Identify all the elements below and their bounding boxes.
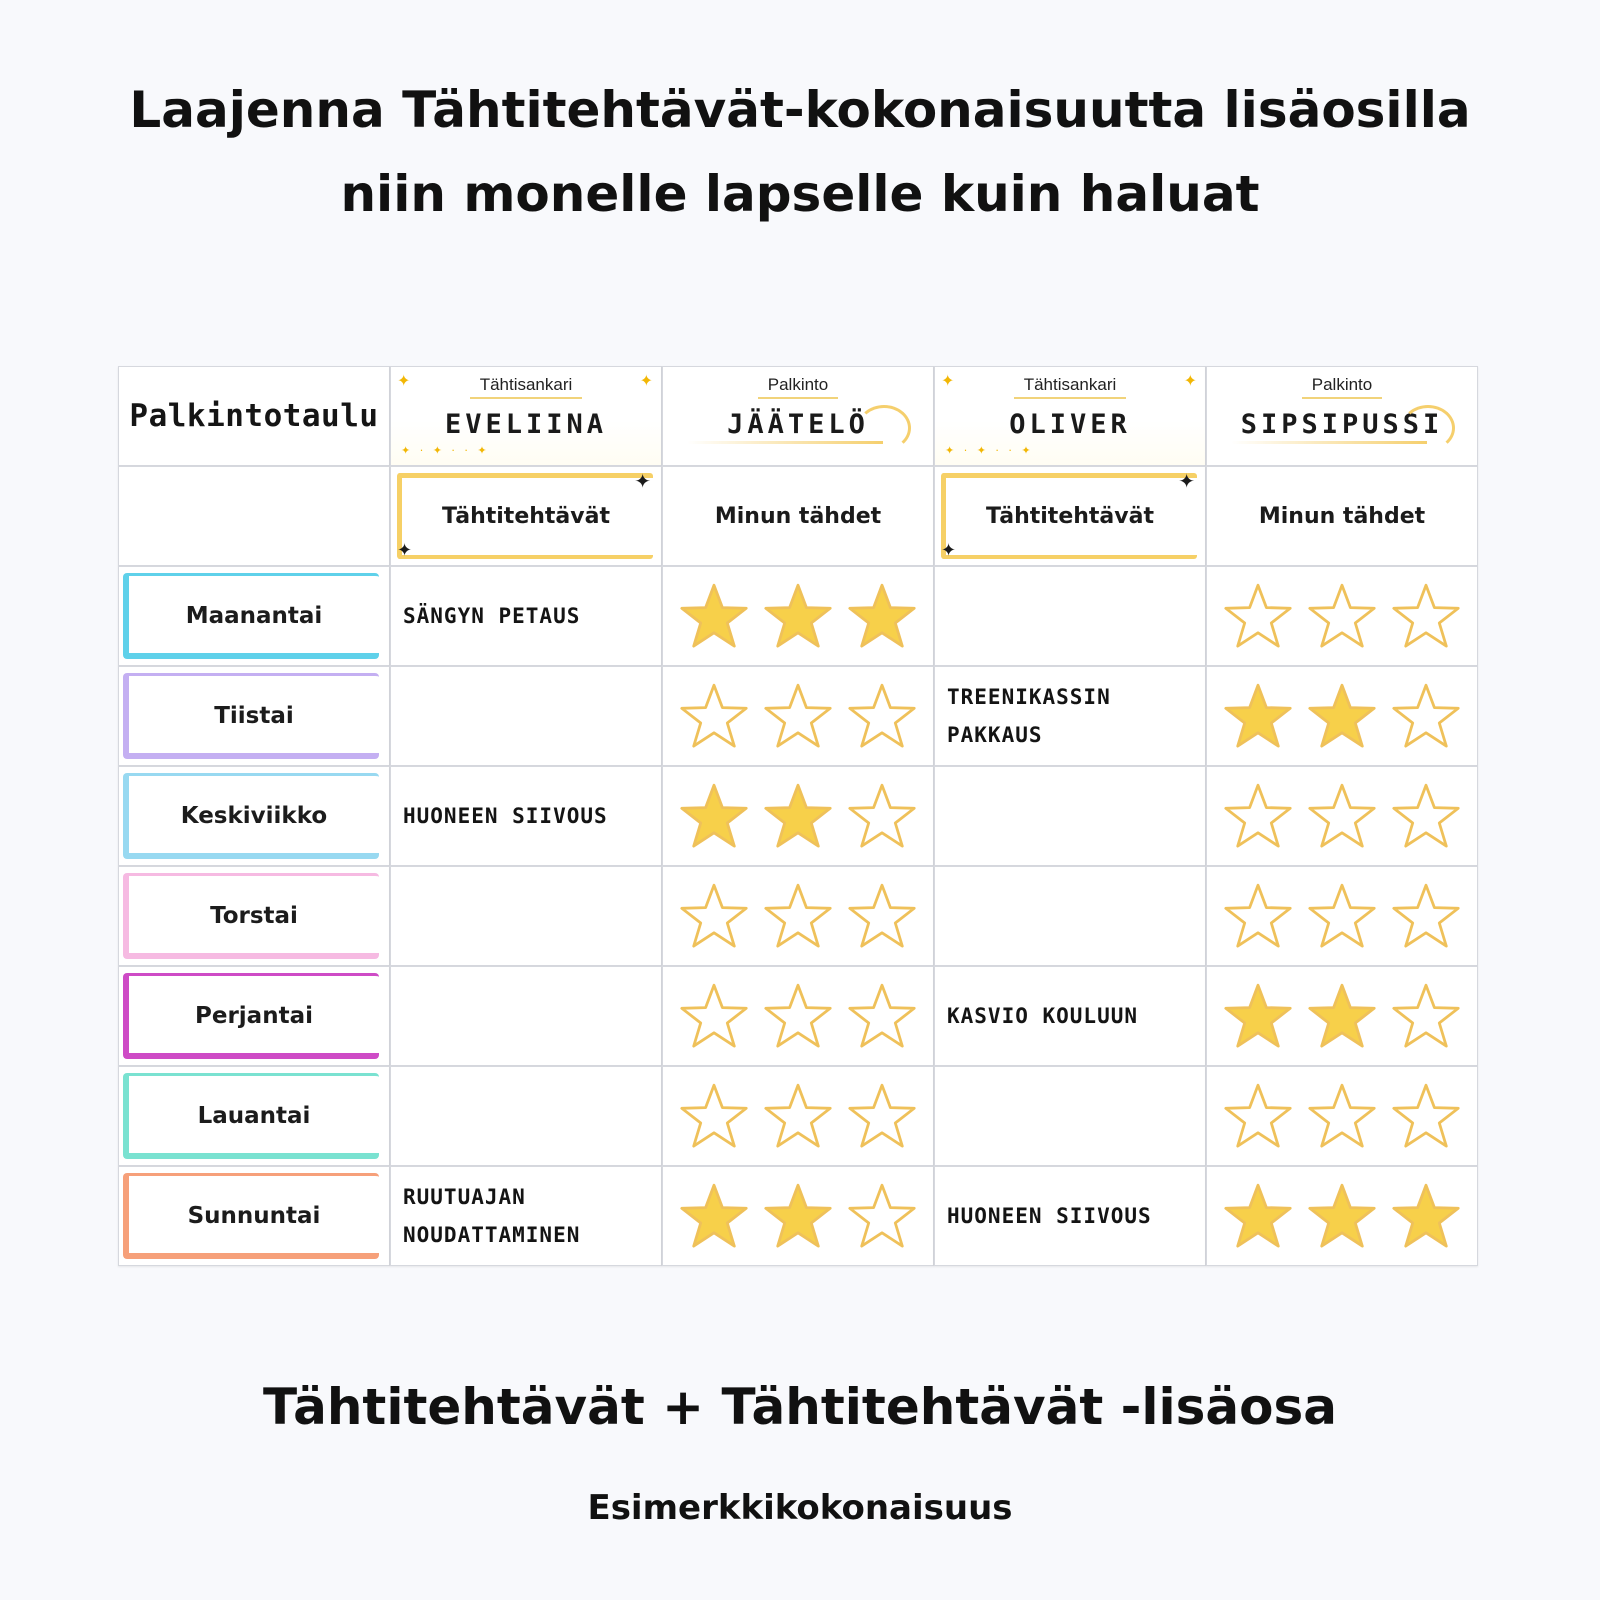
task-card-2 bbox=[934, 666, 1206, 766]
star-filled-icon bbox=[1307, 981, 1377, 1051]
blank-card bbox=[118, 466, 390, 566]
task-card-2 bbox=[934, 766, 1206, 866]
sparkle-icon: ✦ bbox=[1183, 371, 1197, 390]
task-card-1 bbox=[390, 566, 662, 666]
star-filled-icon bbox=[1223, 681, 1293, 751]
star-filled-icon bbox=[679, 1181, 749, 1251]
sparkle-icon: ✦ bbox=[397, 371, 411, 390]
footer-title: Tähtitehtävät + Tähtitehtävät -lisäosa bbox=[262, 1378, 1338, 1436]
task-card-1 bbox=[390, 766, 662, 866]
day-label: Keskiviikko bbox=[180, 803, 328, 829]
star-filled-icon bbox=[847, 581, 917, 651]
day-label: Sunnuntai bbox=[187, 1203, 321, 1229]
star-empty-icon bbox=[679, 1081, 749, 1151]
stars-card-2 bbox=[1206, 966, 1478, 1066]
reward-name: SIPSIPUSSI bbox=[1240, 409, 1444, 440]
reward-chart bbox=[118, 366, 1478, 1266]
hero-name: OLIVER bbox=[1009, 409, 1131, 440]
task-card-2 bbox=[934, 566, 1206, 666]
stars-header-card-1 bbox=[662, 466, 934, 566]
star-empty-icon bbox=[1307, 1081, 1377, 1151]
star-filled-icon bbox=[763, 781, 833, 851]
star-empty-icon bbox=[1391, 781, 1461, 851]
star-empty-icon bbox=[847, 1181, 917, 1251]
star-filled-icon bbox=[679, 781, 749, 851]
stars-card-2 bbox=[1206, 866, 1478, 966]
day-card bbox=[118, 766, 390, 866]
star-empty-icon bbox=[1307, 781, 1377, 851]
stars-card-2 bbox=[1206, 566, 1478, 666]
stars-card-1 bbox=[662, 766, 934, 866]
star-empty-icon bbox=[847, 781, 917, 851]
stars-card-1 bbox=[662, 566, 934, 666]
star-empty-icon bbox=[1391, 881, 1461, 951]
task-card-1 bbox=[390, 966, 662, 1066]
star-filled-icon bbox=[1223, 981, 1293, 1051]
task-card-2 bbox=[934, 966, 1206, 1066]
star-empty-icon bbox=[1391, 981, 1461, 1051]
star-empty-icon bbox=[1391, 581, 1461, 651]
day-card bbox=[118, 566, 390, 666]
tasks-header: Tähtitehtävät bbox=[442, 503, 610, 529]
star-filled-icon bbox=[1391, 1181, 1461, 1251]
tasks-header: Tähtitehtävät bbox=[986, 503, 1154, 529]
footer-subtitle: Esimerkkikokonaisuus bbox=[587, 1488, 1013, 1528]
star-empty-icon bbox=[847, 681, 917, 751]
tasks-header-card-1 bbox=[390, 466, 662, 566]
star-empty-icon bbox=[1223, 781, 1293, 851]
day-card bbox=[118, 1066, 390, 1166]
task-text: SÄNGYN PETAUS bbox=[403, 604, 581, 628]
star-empty-icon bbox=[847, 881, 917, 951]
hero-label: Tähtisankari bbox=[470, 375, 583, 399]
task-card-2 bbox=[934, 1166, 1206, 1266]
star-empty-icon bbox=[1223, 881, 1293, 951]
star-filled-icon bbox=[679, 581, 749, 651]
star-empty-icon bbox=[679, 681, 749, 751]
stars-card-2 bbox=[1206, 766, 1478, 866]
day-label: Tiistai bbox=[214, 703, 294, 729]
task-card-1 bbox=[390, 1166, 662, 1266]
star-filled-icon bbox=[1307, 1181, 1377, 1251]
task-text: HUONEEN SIIVOUS bbox=[403, 804, 608, 828]
sparkle-icon: ✦ bbox=[634, 469, 651, 493]
task-text: TREENIKASSIN PAKKAUS bbox=[947, 685, 1111, 747]
star-empty-icon bbox=[763, 681, 833, 751]
task-card-1 bbox=[390, 866, 662, 966]
stars-header-card-2 bbox=[1206, 466, 1478, 566]
day-card bbox=[118, 1166, 390, 1266]
chart-title: Palkintotaulu bbox=[129, 398, 379, 434]
headline-line-2: niin monelle lapselle kuin haluat bbox=[340, 165, 1260, 223]
day-card bbox=[118, 966, 390, 1066]
stars-header: Minun tähdet bbox=[1258, 503, 1426, 529]
star-empty-icon bbox=[1223, 1081, 1293, 1151]
task-text: RUUTUAJAN NOUDATTAMINEN bbox=[403, 1185, 581, 1247]
shooting-star-trail bbox=[687, 441, 883, 444]
stars-card-2 bbox=[1206, 666, 1478, 766]
star-filled-icon bbox=[1307, 681, 1377, 751]
stars-card-1 bbox=[662, 866, 934, 966]
hero-name: EVELIINA bbox=[444, 409, 608, 440]
stars-card-2 bbox=[1206, 1066, 1478, 1166]
task-card-1 bbox=[390, 1066, 662, 1166]
day-label: Perjantai bbox=[195, 1003, 313, 1029]
task-card-2 bbox=[934, 866, 1206, 966]
star-empty-icon bbox=[763, 981, 833, 1051]
day-label: Maanantai bbox=[185, 603, 323, 629]
headline bbox=[0, 68, 1600, 236]
star-empty-icon bbox=[1307, 881, 1377, 951]
stars-card-2 bbox=[1206, 1166, 1478, 1266]
star-filled-icon bbox=[763, 581, 833, 651]
shooting-star-icon bbox=[857, 405, 911, 451]
star-filled-icon bbox=[1223, 1181, 1293, 1251]
star-empty-icon bbox=[763, 1081, 833, 1151]
headline-line-1: Laajenna Tähtitehtävät-kokonaisuutta lisäosilla bbox=[129, 81, 1471, 139]
star-empty-icon bbox=[1223, 581, 1293, 651]
sparkle-icon: ✦ bbox=[639, 371, 653, 390]
stardust-icon: ✦ · ✦ · · ✦ bbox=[945, 444, 1034, 457]
stars-card-1 bbox=[662, 666, 934, 766]
reward-card-2 bbox=[1206, 366, 1478, 466]
task-card-2 bbox=[934, 1066, 1206, 1166]
tasks-header-card-2 bbox=[934, 466, 1206, 566]
stars-card-1 bbox=[662, 1166, 934, 1266]
hero-card-1 bbox=[390, 366, 662, 466]
hero-card-2 bbox=[934, 366, 1206, 466]
chart-title-card bbox=[118, 366, 390, 466]
star-filled-icon bbox=[763, 1181, 833, 1251]
star-empty-icon bbox=[763, 881, 833, 951]
day-label: Lauantai bbox=[197, 1103, 311, 1129]
star-empty-icon bbox=[1307, 581, 1377, 651]
star-empty-icon bbox=[679, 981, 749, 1051]
sparkle-icon: ✦ bbox=[397, 540, 413, 561]
stars-header: Minun tähdet bbox=[714, 503, 882, 529]
shooting-star-icon bbox=[1401, 405, 1455, 451]
reward-label: Palkinto bbox=[1302, 375, 1382, 399]
task-text: KASVIO KOULUUN bbox=[947, 1004, 1139, 1028]
stars-card-1 bbox=[662, 1066, 934, 1166]
sparkle-icon: ✦ bbox=[941, 371, 955, 390]
stars-card-1 bbox=[662, 966, 934, 1066]
star-empty-icon bbox=[1391, 681, 1461, 751]
star-empty-icon bbox=[847, 1081, 917, 1151]
star-empty-icon bbox=[1391, 1081, 1461, 1151]
stardust-icon: ✦ · ✦ · · ✦ bbox=[401, 444, 490, 457]
task-text: HUONEEN SIIVOUS bbox=[947, 1204, 1152, 1228]
star-empty-icon bbox=[847, 981, 917, 1051]
reward-label: Palkinto bbox=[758, 375, 838, 399]
hero-label: Tähtisankari bbox=[1014, 375, 1127, 399]
sparkle-icon: ✦ bbox=[941, 540, 957, 561]
star-empty-icon bbox=[679, 881, 749, 951]
day-card bbox=[118, 866, 390, 966]
day-label: Torstai bbox=[210, 903, 298, 929]
sparkle-icon: ✦ bbox=[1178, 469, 1195, 493]
shooting-star-trail bbox=[1231, 441, 1427, 444]
reward-name: JÄÄTELÖ bbox=[727, 409, 869, 440]
reward-card-1 bbox=[662, 366, 934, 466]
task-card-1 bbox=[390, 666, 662, 766]
day-card bbox=[118, 666, 390, 766]
